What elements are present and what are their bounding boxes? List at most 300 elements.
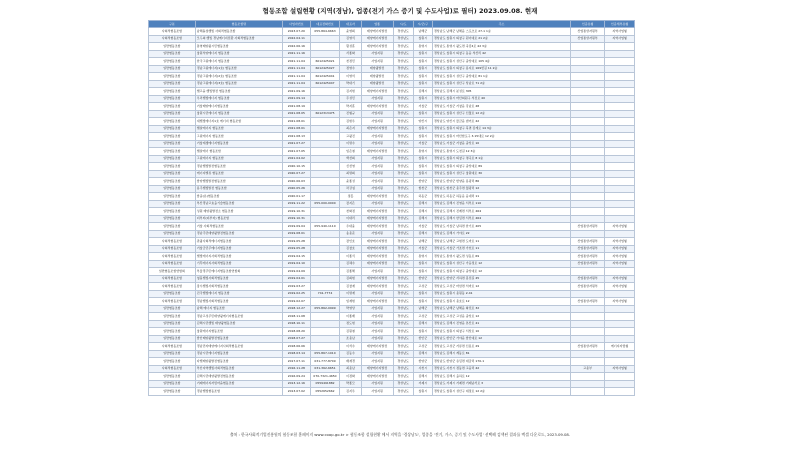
table-cell: 일반협동조합 (149, 208, 196, 216)
table-row (149, 275, 635, 283)
table-cell: 김해시 (413, 320, 432, 328)
table-row (149, 260, 635, 268)
table-cell: 2021.08.19 (282, 103, 310, 111)
table-cell: 태양에너지발전 (361, 365, 393, 373)
table-cell: 2019.11.22 (282, 200, 310, 208)
table-cell: 통영태양광시민협동조합 (195, 43, 282, 51)
column-header: 주소 (432, 21, 570, 28)
table-cell: 산업통상자원부 (571, 260, 605, 268)
table-cell (571, 328, 605, 336)
table-cell: 장지은 (340, 200, 361, 208)
table-cell: 차강섭 (340, 185, 361, 193)
table-cell (310, 133, 340, 141)
table-cell: 지역사업형 (605, 275, 635, 283)
table-cell: 2018.06.06 (282, 343, 310, 351)
table-cell: 천정민 (340, 58, 361, 66)
table-cell: 일반협동조합 (149, 170, 196, 178)
table-cell: 송용준 (340, 230, 361, 238)
table-cell: 통영시 (413, 148, 432, 156)
table-cell: 창원에너지협동조합 (195, 328, 282, 336)
table-cell: 산업통상자원부 (571, 238, 605, 246)
table-cell (310, 343, 340, 351)
table-cell: 경상남도 (393, 253, 413, 261)
table-cell: 2021.08.01 (282, 125, 310, 133)
table-cell: 경상남도 (393, 125, 413, 133)
table-cell: 윤영희 (340, 28, 361, 36)
table-cell: 일반협동조합 (149, 80, 196, 88)
table-cell (605, 358, 635, 366)
table-cell: 2019.05.28 (282, 238, 310, 246)
column-header: 협동조합명 (195, 21, 282, 28)
table-cell (605, 65, 635, 73)
table-cell: 2019.08.01 (282, 230, 310, 238)
table-cell: 양산시 (413, 118, 432, 126)
table-cell: 2018.07.27 (282, 335, 310, 343)
table-cell: 사업지원 (361, 50, 393, 58)
table-cell: 일반협동조합 (149, 320, 196, 328)
table-row (149, 208, 635, 216)
table-cell: 2020.05.26 (282, 185, 310, 193)
table-cell: 2022.06.16 (282, 43, 310, 51)
table-cell: 태양에너지발전 (361, 215, 393, 223)
table-cell: 거창군 (413, 245, 432, 253)
table-cell: 경상남도 (393, 238, 413, 246)
table-cell: 일반협동조합 (149, 193, 196, 201)
table-cell (310, 43, 340, 51)
table-cell: 경상남도 김해시 한림면 서부로 464 (432, 215, 570, 223)
table-row (149, 305, 635, 313)
table-cell: 일반협동조합 (149, 163, 196, 171)
table-cell: 최은지 (340, 125, 361, 133)
table-cell: 경상남도 (393, 193, 413, 201)
table-cell (310, 148, 340, 156)
table-cell: 거창군 (413, 140, 432, 148)
table-cell: 하동군 (413, 193, 432, 201)
table-cell: 창원시 (413, 110, 432, 118)
table-cell: 6012425021 (310, 58, 340, 66)
table-cell: 사업지원 (361, 200, 393, 208)
table-cell: 경상남도 거제시 거제면 거제남서로 3 (432, 380, 570, 388)
table-cell: 관광사회적에너지협동조합 (195, 238, 282, 246)
table-row (149, 178, 635, 186)
table-cell: 경상남도 (393, 178, 413, 186)
table-row (149, 140, 635, 148)
table-row (149, 185, 635, 193)
table-cell: 배재경 (340, 358, 361, 366)
table-cell: 최명희 (340, 170, 361, 178)
table-cell: 햇살에너 협동조합 (195, 148, 282, 156)
table-cell: 함양군 (413, 275, 432, 283)
table-row (149, 388, 635, 396)
table-cell (605, 373, 635, 381)
table-row (149, 290, 635, 298)
table-cell: 경상남도 함양군 유림면 대궁리 170-1 (432, 358, 570, 366)
table-row (149, 320, 635, 328)
table-cell: 사회적협동조합 (149, 260, 196, 268)
table-cell: 창원시 (413, 155, 432, 163)
table-cell: 창원시 (413, 260, 432, 268)
table-cell: 일반협동조합 (149, 290, 196, 298)
table-cell: 경상남도 창원시 의창구 용지로 169번길 11 2층 (432, 65, 570, 73)
table-row (149, 73, 635, 81)
table-cell: 새햇빛에너지1호 에너지 협동조합 (195, 118, 282, 126)
table-row (149, 298, 635, 306)
table-cell: 서종화 (340, 50, 361, 58)
table-cell: 경상남도 (393, 335, 413, 343)
table-cell: 우대웅 (340, 223, 361, 231)
table-row (149, 125, 635, 133)
table-cell: 경상남도 창원시 성산구 창원대로 30 (432, 170, 570, 178)
table-cell: 2019.02.25 (282, 290, 310, 298)
table-cell: 김희현 (340, 275, 361, 283)
table-cell: 윤종성 (340, 178, 361, 186)
table-cell: 경상남도 거창군 남하면 한기로 405 (432, 223, 570, 231)
table-cell: 사업지원 (361, 290, 393, 298)
table-cell: 경상남도 김해시 진영읍 본산로 41 (432, 320, 570, 328)
table-cell (310, 140, 340, 148)
table-cell: 태양광발전 (361, 73, 393, 81)
table-cell: 경상남도 (393, 43, 413, 51)
table-cell: 경남주민태양광발전협동조합 (195, 230, 282, 238)
table-cell (605, 163, 635, 171)
table-cell: 에너지자립형 (605, 343, 635, 351)
table-cell: 사업지원 (361, 140, 393, 148)
table-cell: 2013.12.16 (282, 380, 310, 388)
table-cell: 경상남도 (393, 73, 413, 81)
table-cell: 경상남도 거창군 거창읍 강남로 48 (432, 103, 570, 111)
table-row (149, 193, 635, 201)
table-row (149, 103, 635, 111)
table-cell: 창원시 (413, 95, 432, 103)
table-cell: 거창태양에너지협동조합 (195, 103, 282, 111)
table-cell: 2021.08.13 (282, 133, 310, 141)
table-cell: 고성군 (413, 313, 432, 321)
table-cell: 정영수 (340, 65, 361, 73)
table-cell: 남해돌섬햇빛 사회적협동조합 (195, 28, 282, 36)
table-row (149, 283, 635, 291)
table-cell: 2020.01.17 (282, 193, 310, 201)
table-cell: 지역사업형 (605, 283, 635, 291)
table-row (149, 28, 635, 36)
table-cell: 이정화 (340, 373, 361, 381)
table-cell: 경남시민에너지협동조합 (195, 350, 282, 358)
table-cell (605, 388, 635, 396)
table-cell: 이대리 (340, 215, 361, 223)
table-cell (571, 320, 605, 328)
table-cell: 산업통상자원부 (571, 298, 605, 306)
table-cell: 경상남도 (393, 298, 413, 306)
table-cell: 2021.11.04 (282, 80, 310, 88)
table-cell: 김혜수 (340, 260, 361, 268)
table-cell: 일반협동조합 (149, 178, 196, 186)
table-cell: 일반협동조합 (149, 350, 196, 358)
table-cell: 사회적협동조합 (149, 28, 196, 36)
table-cell (310, 260, 340, 268)
table-cell (605, 95, 635, 103)
table-cell: 정도현 (340, 320, 361, 328)
table-cell: 경상남도 (393, 200, 413, 208)
table-cell: 경상남도 고성군 마암면 석마로 12 (432, 283, 570, 291)
table-cell: 기후에너지사회적협동조합 (195, 260, 282, 268)
table-cell: 2021.08.01 (282, 118, 310, 126)
table-cell: 김해시 (413, 373, 432, 381)
table-cell (310, 253, 340, 261)
table-row (149, 170, 635, 178)
table-cell (571, 200, 605, 208)
table-cell: 일반협동조합 (149, 65, 196, 73)
table-cell: 2019.10.31 (282, 208, 310, 216)
table-cell (605, 170, 635, 178)
table-cell: 태양에너지발전 (361, 283, 393, 291)
table-row (149, 215, 635, 223)
column-header: 인증유형 (571, 21, 605, 28)
table-row (149, 65, 635, 73)
table-cell: 경상남도 (393, 343, 413, 351)
table-cell: 2018.08.20 (282, 328, 310, 336)
table-cell: 사회적협동조합 (149, 35, 196, 43)
table-row (149, 380, 635, 388)
table-cell: 경상남도 함안군 가야읍 함안대로 12 (432, 335, 570, 343)
table-cell: 김해시민태양광발전협동조합 (195, 373, 282, 381)
table-row (149, 133, 635, 141)
table-cell: 일반협동조합 (149, 230, 196, 238)
table-row (149, 200, 635, 208)
table-cell: 산업통상자원부 (571, 275, 605, 283)
table-cell: 사회적협동조합 (149, 275, 196, 283)
table-cell (571, 65, 605, 73)
table-cell: 지역사업형 (605, 260, 635, 268)
table-cell: 경상남도 (393, 110, 413, 118)
table-cell: 창원시 (413, 35, 432, 43)
table-cell: 경상남도 김해시 율하로 12 (432, 373, 570, 381)
table-cell: 055-867-1010 (310, 350, 340, 358)
table-cell: 741-7774 (310, 290, 340, 298)
table-cell: 2021.07.27 (282, 140, 310, 148)
table-cell: 사업지원 (361, 133, 393, 141)
table-cell: 2021.07.05 (282, 148, 310, 156)
table-cell: 이종식 (340, 253, 361, 261)
table-cell: 일반협동조합 (149, 133, 196, 141)
table-cell: 경상남도 창원시 의창구 중앙대로 89 (432, 163, 570, 171)
table-row (149, 238, 635, 246)
table-cell: 태양에너지발전 (361, 88, 393, 96)
table-cell: 사업지원 (361, 313, 393, 321)
table-cell: 경상남도 (393, 103, 413, 111)
table-cell: 합천군 (413, 185, 432, 193)
table-cell: 경상남도 통영시 도천길 12 3층 (432, 148, 570, 156)
table-cell: 경상남도 창원시 의창구 원이대로 21 2층 (432, 35, 570, 43)
table-cell: 거창재생에너지협동조합 (195, 140, 282, 148)
table-cell (310, 88, 340, 96)
table-cell: 지역사업형 (605, 245, 635, 253)
table-cell: 2019.04.09 (282, 268, 310, 276)
table-cell: 사회적협동조합 (149, 245, 196, 253)
table-cell (571, 230, 605, 238)
table-cell: 2018.12.27 (282, 305, 310, 313)
table-cell (605, 118, 635, 126)
table-cell (605, 185, 635, 193)
table-cell: 창원시 (413, 290, 432, 298)
table-cell: 통영시 (413, 253, 432, 261)
table-cell: 2017.07.11 (282, 358, 310, 366)
table-cell: 일반협동조합연합회 (149, 268, 196, 276)
table-cell: 태양에너지발전 (361, 125, 393, 133)
table-row (149, 365, 635, 373)
table-cell: 임재현 (340, 298, 361, 306)
table-cell: 지역사업형 (605, 28, 635, 36)
table-cell: 지역사업형 (605, 365, 635, 373)
table-cell: 더부터(더부터) 협동조합 (195, 215, 282, 223)
table-cell: 055-862-0999 (310, 305, 340, 313)
table-cell: 태양광발전 (361, 65, 393, 73)
table-cell (605, 208, 635, 216)
table-cell: 창원시 (413, 163, 432, 171)
table-cell: 사업지원 (361, 328, 393, 336)
table-row (149, 155, 635, 163)
table-cell (310, 35, 340, 43)
table-cell: 일반협동조합 (149, 58, 196, 66)
table-cell: 경상남도 사천시 정동면 고읍리 42 (432, 365, 570, 373)
table-cell: 경상남도 (393, 290, 413, 298)
table-cell: 창원시 (413, 73, 432, 81)
table-cell: 경상남도 하동군 하동읍 읍내리 11 (432, 193, 570, 201)
table-cell: 경상남도 (393, 148, 413, 156)
table-cell: 고용부 (571, 365, 605, 373)
table-cell (571, 140, 605, 148)
table-cell (310, 335, 340, 343)
table-cell: 산업통상자원부 (571, 28, 605, 36)
table-cell: 경상남도 창원시 성산구 중앙대로 81 1층 (432, 73, 570, 81)
table-cell: 2018.11.08 (282, 313, 310, 321)
table-cell: 산업통상자원부 (571, 223, 605, 231)
table-cell: 황성훈 (340, 43, 361, 51)
table-cell: 2021.09.16 (282, 88, 310, 96)
table-cell: 김해시 (413, 350, 432, 358)
table-cell: 태양광발전 (361, 80, 393, 88)
table-cell: 김동수 (340, 350, 361, 358)
column-header: 대표전화번호 (310, 21, 340, 28)
table-cell: 천화정 (340, 208, 361, 216)
table-cell: 신선영 (340, 163, 361, 171)
table-cell: 태양에너지발전 (361, 35, 393, 43)
table-row (149, 35, 635, 43)
table-row (149, 50, 635, 58)
table-cell (605, 88, 635, 96)
table-cell: 사회적협동조합 (149, 238, 196, 246)
table-cell: 거제시 (413, 380, 432, 388)
table-cell (605, 103, 635, 111)
table-cell: 태양에너지발전 (361, 193, 393, 201)
page-title: 협동조합 설립현황 (지역(경남), 업종(전기 가스 증기 및 수도사업)로 필터) 2023.09.08. 현재 (262, 7, 538, 15)
table-cell: 경상남도 (393, 215, 413, 223)
table-cell (605, 125, 635, 133)
table-cell: 산업통상자원부 (571, 343, 605, 351)
table-cell: 경상남도 함양군 함양읍 용평리 86 (432, 178, 570, 186)
table-cell: 고성군 (413, 283, 432, 291)
table-cell: 경상남도 (393, 245, 413, 253)
table-row (149, 95, 635, 103)
table-cell: 2023.07.20 (282, 28, 310, 36)
table-cell: 태양에너지발전 (361, 103, 393, 111)
table-cell: 경상남도 고성군 거류면 신용로 29 (432, 343, 570, 351)
table-cell: 사회적협동조합 (149, 253, 196, 261)
table-cell: 태양에너지발전 (361, 148, 393, 156)
table-cell: 장수햇빛사회적협동조합 (195, 283, 282, 291)
table-cell (571, 335, 605, 343)
table-cell: 사업지원 (361, 268, 393, 276)
table-cell: 경남고성주민태양광에너지협동조합 (195, 313, 282, 321)
table-cell (571, 103, 605, 111)
table-cell (310, 275, 340, 283)
table-cell (571, 350, 605, 358)
table-cell: 2020.07.27 (282, 170, 310, 178)
table-cell: 경상남도 (393, 58, 413, 66)
table-cell: 경상남도 (393, 80, 413, 88)
table-cell: 그린에너지 협동조합 (195, 155, 282, 163)
table-cell: 진형규 (340, 110, 361, 118)
table-cell: 경상남도 (393, 350, 413, 358)
table-cell: 태양에너지발전 (361, 245, 393, 253)
table-cell (571, 50, 605, 58)
table-cell: 경상남도 (393, 328, 413, 336)
table-cell: 지역사업형 (605, 238, 635, 246)
table-cell: 경상남도 (393, 185, 413, 193)
table-cell: 6012425041 (310, 73, 340, 81)
table-cell (571, 313, 605, 321)
table-cell: 일반협동조합 (149, 215, 196, 223)
table-cell: 함양군 (413, 178, 432, 186)
table-cell: 김영식 (340, 35, 361, 43)
table-cell: 경상남도 양산시 물금읍 범어로 42 (432, 118, 570, 126)
table-cell: 태양에너지발전 (361, 253, 393, 261)
table-cell: 지역사업형 (605, 253, 635, 261)
table-cell: 김현우 (340, 118, 361, 126)
table-cell (571, 133, 605, 141)
table-row (149, 118, 635, 126)
table-cell: 2020.10.15 (282, 163, 310, 171)
table-cell: 한국그린에너지 협동조합 (195, 58, 282, 66)
table-cell: 경상남도 창원시 성산구 상남로 71 2층 (432, 80, 570, 88)
table-cell (605, 380, 635, 388)
table-cell (310, 50, 340, 58)
table-cell: 6012425047 (310, 80, 340, 88)
table-row (149, 268, 635, 276)
table-cell: 경상남도 남해군 남해읍 화전로 32 (432, 305, 570, 313)
table-cell: 경상남도 창원시 성산구 신월로 12 2층 (432, 110, 570, 118)
table-cell (571, 193, 605, 201)
table-cell: 070-7321-4650 (310, 373, 340, 381)
cooperative-table (148, 20, 635, 396)
table-cell: 일반협동조합 (149, 328, 196, 336)
table-cell: 일반협동조합 (149, 118, 196, 126)
table-cell (310, 95, 340, 103)
table-cell (310, 215, 340, 223)
table-cell: 경상남도 남해군 고현면 도마로 11 (432, 238, 570, 246)
table-cell: 일반협동조합 (149, 43, 196, 51)
table-cell (605, 320, 635, 328)
table-cell (571, 178, 605, 186)
table-row (149, 253, 635, 261)
table-cell: 태양에너지발전 (361, 238, 393, 246)
table-cell: 경상남도 김해시 진영읍 서부로 110 (432, 200, 570, 208)
table-row (149, 350, 635, 358)
table-cell: 그린에너지 협동조합 (195, 133, 282, 141)
table-cell: 용주햇빛발전 협동조합 (195, 185, 282, 193)
table-cell: 사업지원 (361, 95, 393, 103)
table-cell (571, 125, 605, 133)
table-cell: 일반협동조합 (149, 95, 196, 103)
table-cell (571, 118, 605, 126)
